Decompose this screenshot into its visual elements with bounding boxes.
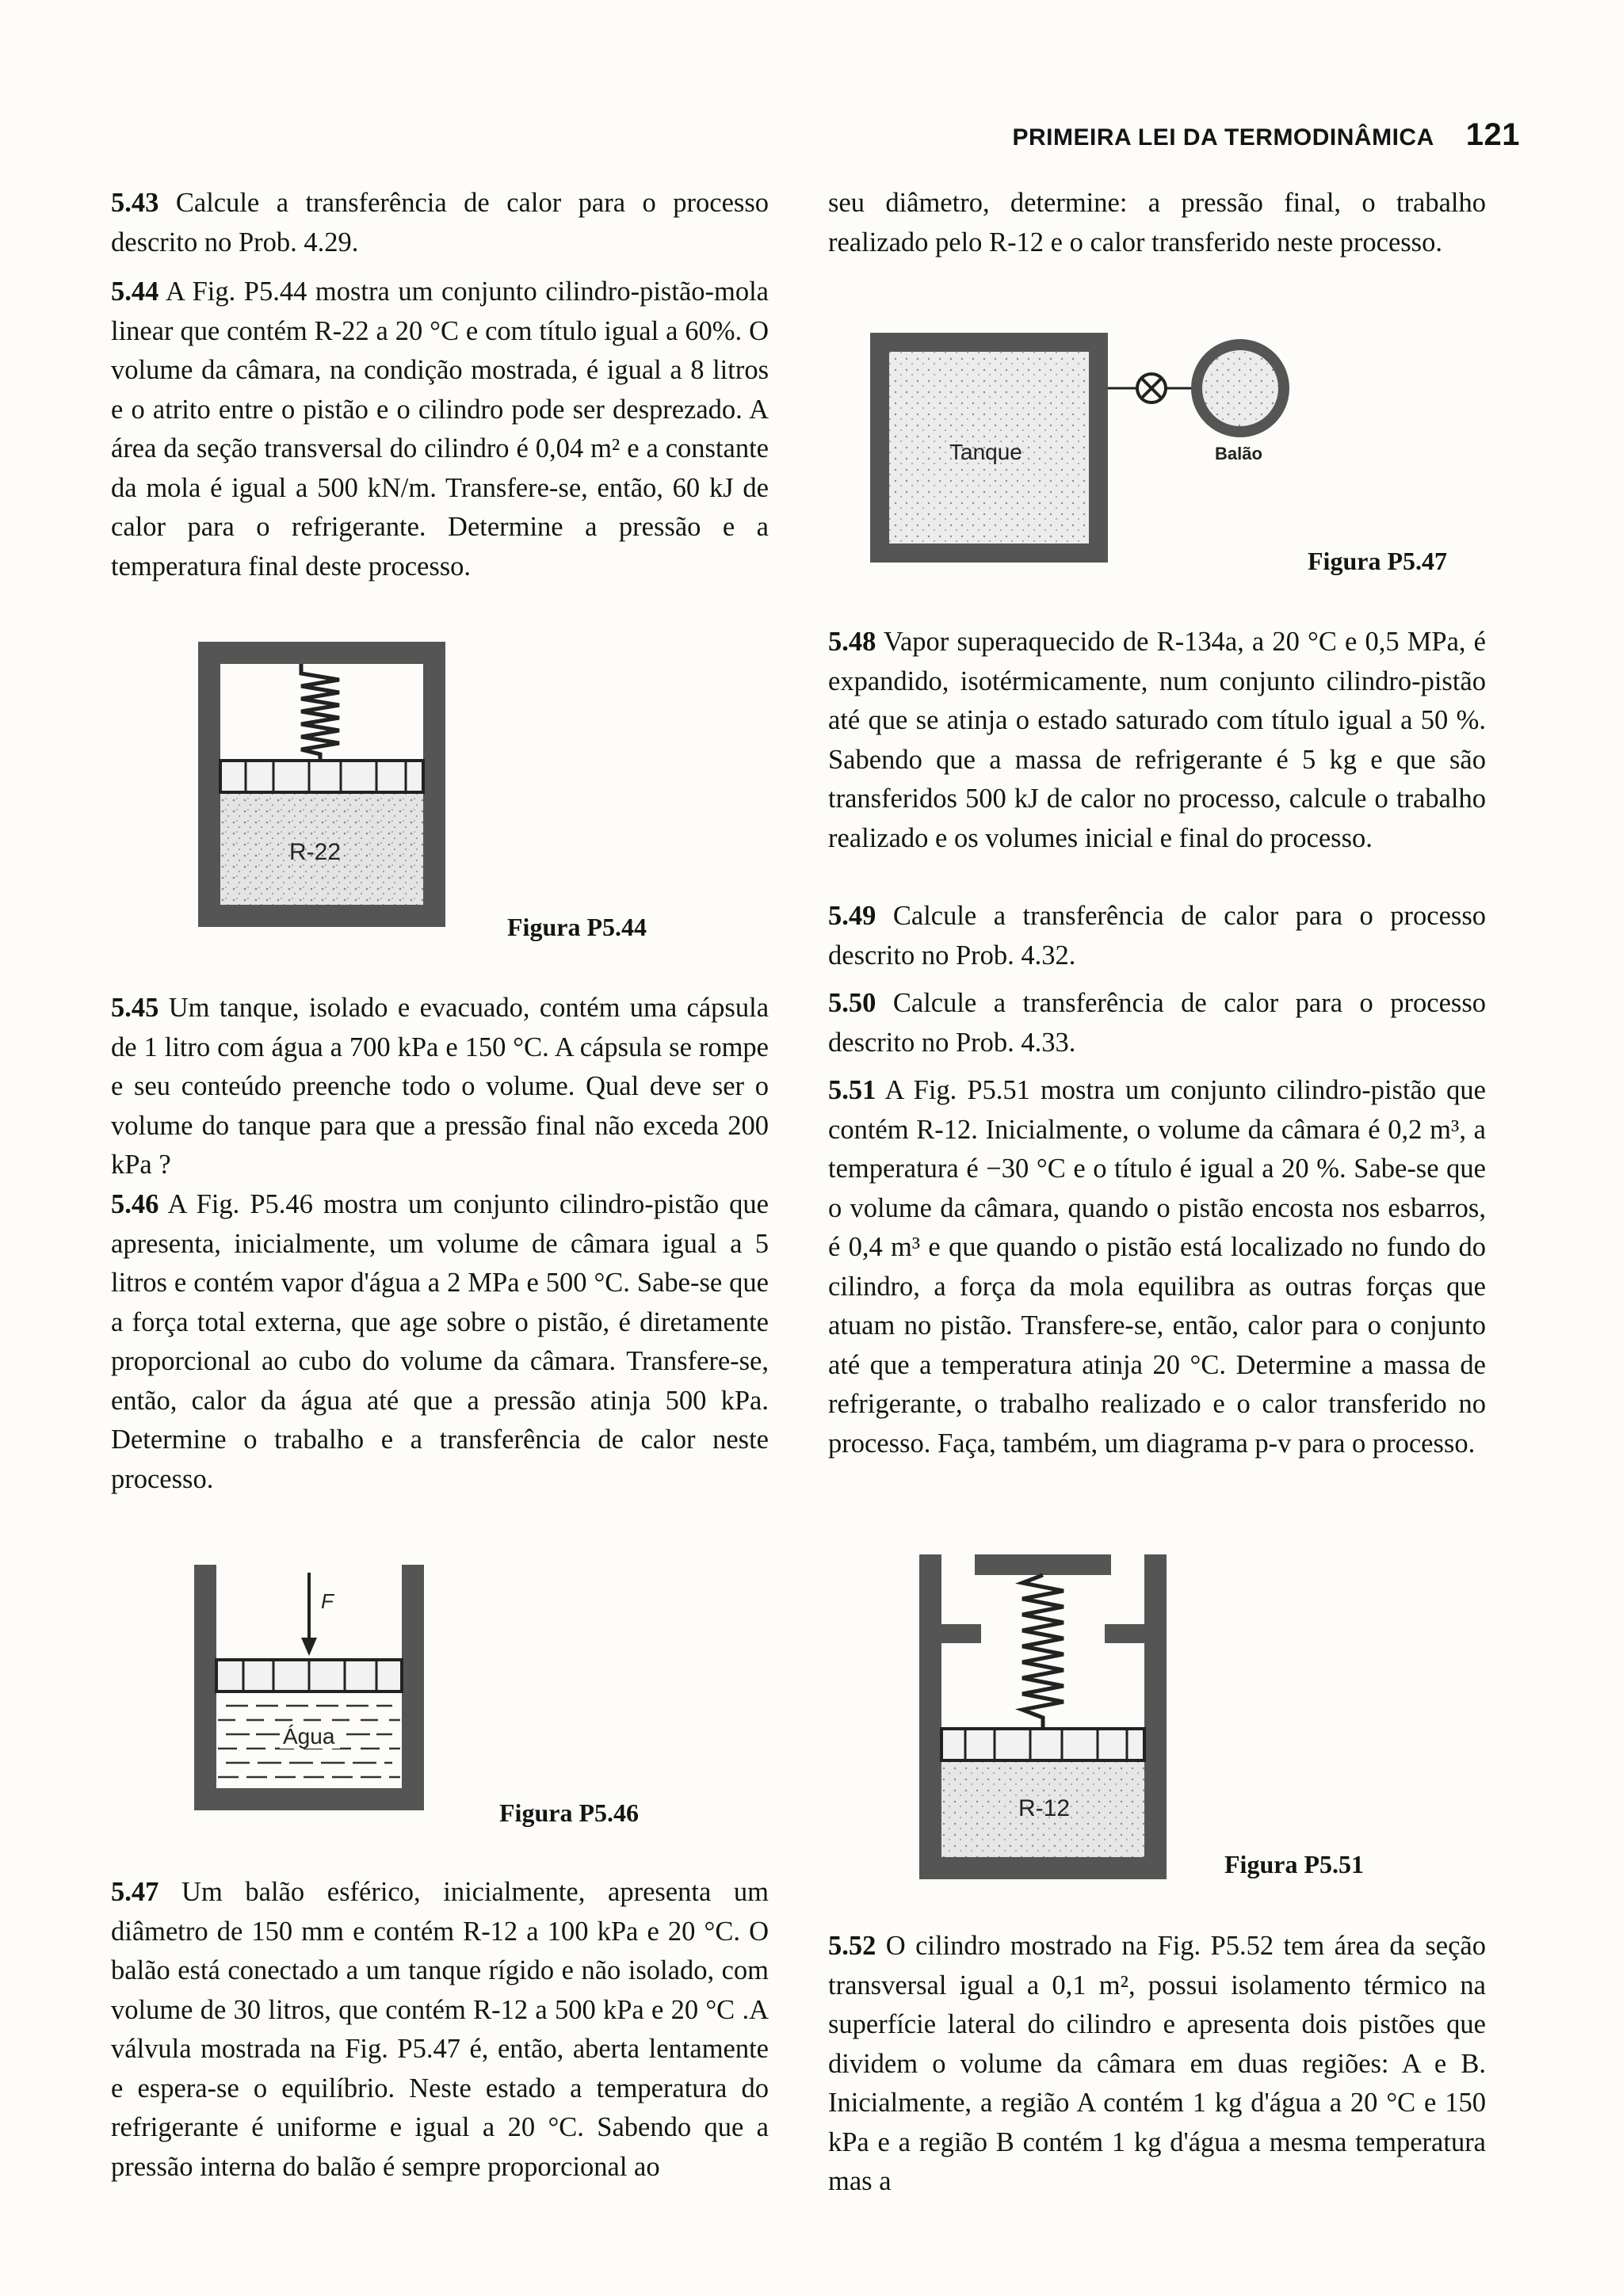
problem-number: 5.52: [828, 1931, 876, 1961]
problem-number: 5.44: [111, 277, 159, 307]
problem-text: A Fig. P5.51 mostra um conjunto cilindro-pistão que contém R-12. Inicialmente, o volume da câmara é 0,2 m³, a temperatura é −30 °C e o título é igual a 20 %. Sabe-se que o volume da câmara, quando o pistão encosta nos esbarros, é 0,4 m³ e que quando o pistão está localizado no fundo do cilindro, a força da mola equilibra as outras forças que atuam no pistão. Transfere-se, então, calor para o conjunto até que a temperatura atinja 20 °C. Determine a massa de refrigerante, o trabalho realizado e o calor transferido no processo. Faça, também, um diagrama p-v para o processo.: [828, 1075, 1486, 1459]
balloon-label: Balão: [1215, 444, 1262, 463]
problem-text: Calcule a transferência de calor para o processo descrito no Prob. 4.33.: [828, 988, 1486, 1058]
problem-5-46: [111, 1185, 769, 1499]
figure-caption: Figura P5.47: [1308, 547, 1447, 575]
figure-p5-47-diagram: [870, 333, 1314, 570]
figure-caption: Figura P5.44: [507, 913, 647, 941]
problem-number: 5.49: [828, 901, 876, 931]
balloon: [1197, 345, 1284, 432]
stop-right: [1105, 1624, 1144, 1643]
problem-5-45: [111, 989, 769, 1185]
problem-number: 5.50: [828, 988, 876, 1018]
tank-valve-balloon: [870, 333, 1314, 570]
problem-text: Calcule a transferência de calor para o processo descrito no Prob. 4.32.: [828, 901, 1486, 971]
problem-5-49: [828, 897, 1486, 975]
problem-text: A Fig. P5.44 mostra um conjunto cilindro-pistão-mola linear que contém R-22 a 20 °C e com título igual a 60%. O volume da câmara, na condição mostrada, é igual a 8 litros e o atrito entre o pistão e o cilindro pode ser desprezado. A área da seção transversal do cilindro é 0,04 m² e a constante da mola é igual a 500 kN/m. Transfere-se, então, 60 kJ de calor para o refrigerante. Determine a pressão e a temperatura final deste processo.: [111, 277, 769, 582]
cylinder-bottom: [198, 905, 445, 927]
problem-text: A Fig. P5.46 mostra um conjunto cilindro-pistão que apresenta, inicialmente, um volume de câmara igual a 5 litros e contém vapor d'água a 2 MPa e 500 °C. Sabe-se que a força total externa, que age sobre o pistão, é diretamente proporcional ao cubo do volume da câmara. Transfere-se, então, calor da água até que a pressão atinja 500 kPa. Determine o trabalho e a transferência de calor neste processo.: [111, 1189, 769, 1494]
cylinder-piston-spring-r22: [198, 642, 460, 939]
cylinder-piston-spring-stops-r12: [919, 1554, 1181, 1887]
cylinder-top: [198, 642, 445, 664]
problem-number: 5.46: [111, 1189, 159, 1219]
problem-number: 5.47: [111, 1877, 159, 1907]
figure-p5-51-diagram: [919, 1554, 1181, 1887]
tank-label: Tanque: [949, 440, 1022, 464]
cylinder-piston-water: [194, 1565, 432, 1818]
problem-5-43: [111, 184, 769, 262]
running-header: [1012, 117, 1520, 153]
problem-number: 5.51: [828, 1075, 876, 1105]
problem-text: Um balão esférico, inicialmente, apresenta um diâmetro de 150 mm e contém R-12 a 100 kPa e 20 °C. O balão está conectado a um tanque rígido e não isolado, com volume de 30 litros, que contém R-12 a 500 kPa e 20 °C .A válvula mostrada na Fig. P5.47 é, então, aberta lentamente e espera-se o equilíbrio. Neste estado a temperatura do refrigerante é uniforme e igual a 20 °C. Sabendo que a pressão interna do balão é sempre proporcional ao: [111, 1877, 769, 2182]
problem-5-51: [828, 1071, 1486, 1463]
problem-text: Um tanque, isolado e evacuado, contém uma cápsula de 1 litro com água a 700 kPa e 150 °C. A cápsula se rompe e seu conteúdo preenche todo o volume. Qual deve ser o volume do tanque para que a pressão final não exceda 200 kPa ?: [111, 993, 769, 1180]
problem-5-48: [828, 623, 1486, 858]
problem-5-47-continued: [828, 184, 1486, 262]
problem-number: 5.48: [828, 627, 876, 657]
fluid-label: Água: [283, 1724, 335, 1749]
figure-p5-44-diagram: [198, 642, 460, 939]
problem-text: Calcule a transferência de calor para o processo descrito no Prob. 4.29.: [111, 188, 769, 257]
spring: [1022, 1575, 1064, 1729]
problem-5-47: [111, 1873, 769, 2187]
force-label: F: [321, 1589, 334, 1613]
piston: [941, 1729, 1144, 1760]
problem-5-50: [828, 984, 1486, 1062]
problem-text: O cilindro mostrado na Fig. P5.52 tem área da seção transversal igual a 0,1 m², possui isolamento térmico na superfície lateral do cilindro e apresenta dois pistões que dividem o volume da câmara em duas regiões: A e B. Inicialmente, a região A contém 1 kg d'água a 20 °C e 150 kPa e a região B contém 1 kg d'água a mesma temperatura mas a: [828, 1931, 1486, 2196]
cylinder-right-wall: [423, 664, 445, 927]
figure-caption: Figura P5.46: [499, 1798, 639, 1827]
piston: [220, 761, 423, 792]
fluid-label: R-22: [289, 839, 342, 865]
problem-text: seu diâmetro, determine: a pressão final, o trabalho realizado pelo R-12 e o calor transferido neste processo.: [828, 188, 1486, 257]
cylinder-left-wall: [198, 642, 220, 927]
stop-left: [941, 1624, 981, 1643]
problem-text: Vapor superaquecido de R-134a, a 20 °C e 0,5 MPa, é expandido, isotérmicamente, num conjunto cilindro-pistão até que se atinja o estado saturado com título igual a 50 %. Sabendo que a massa de refrigerante é 5 kg e que são transferidos 500 kJ de calor no processo, calcule o trabalho realizado e os volumes inicial e final do processo.: [828, 627, 1486, 853]
figure-p5-46-diagram: [194, 1565, 432, 1818]
header-title: PRIMEIRA LEI DA TERMODINÂMICA: [1012, 124, 1434, 151]
problem-number: 5.43: [111, 188, 159, 218]
problem-number: 5.45: [111, 993, 159, 1023]
fluid-label: R-12: [1018, 1795, 1071, 1821]
spring: [301, 664, 339, 761]
figure-caption: Figura P5.51: [1224, 1850, 1364, 1878]
problem-5-52: [828, 1927, 1486, 2202]
problem-5-44: [111, 273, 769, 586]
page-number: 121: [1465, 117, 1520, 152]
